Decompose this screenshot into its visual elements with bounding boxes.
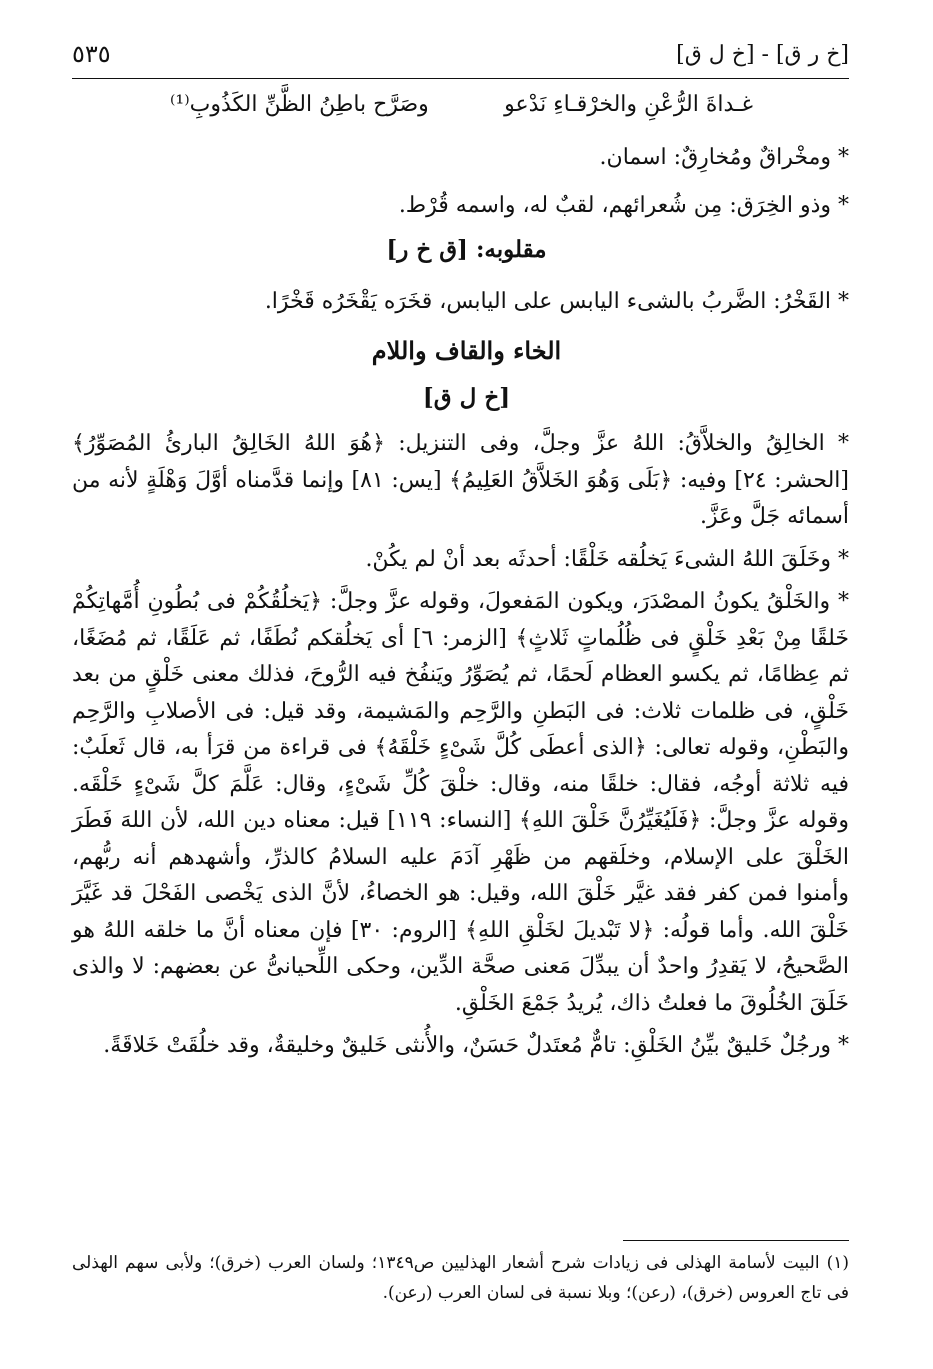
- verse-first-hemistich: غـداةَ الرُّعْنِ والخرْقـاءِ نَدْعو: [504, 92, 753, 117]
- entry-paragraph: * الخالِقُ والخلاَّقُ: اللهُ عزَّ وجلَّ، وفى التنزيل: ﴿هُوَ اللهُ الخَالِقُ البارئُ المُصَوِّرُ﴾ [الحشر: ٢٤] وفيه: ﴿بَلَى وَهُوَ الخَلاَّقُ العَلِيمُ﴾ [يس: ٨١] وإنما قدَّمناه أوَّلَ وَهْلَةٍ لأنه من أسمائه جَلَّ وعَزَّ.: [72, 431, 849, 529]
- verse-second-hemistich: وصَرَّح باطِنُ الظَّنِّ الكَذُوبِ⁽¹⁾: [170, 92, 429, 117]
- main-text: [72, 426, 849, 1071]
- root-heading: [خ ل ق]: [422, 384, 511, 411]
- entry-mikhraq: * ومخْراقٌ ومُخارِقٌ: اسمان.: [599, 145, 849, 170]
- page-header: [72, 38, 849, 79]
- entry-paragraph: * والخَلْقُ يكونُ المصْدَرَ، ويكون المَفعولَ، وقوله عزَّ وجلَّ: ﴿يَخلُقُكُمْ فى بُطُونِ أُمَّهاتِكُمْ خَلقًا مِنْ بَعْدِ خَلْقٍ فى ظُلُماتٍ ثَلاثٍ﴾ [الزمر: ٦] أى يَخلُقكم نُطَفًا، ثم عَلَقًا، ثم مُضَغًا، ثم عِظامًا، ثم يكسو العظام لَحمًا، ثم يُصَوِّرُ ويَنفُخ فيه الرُّوحَ، فذلك معنى خَلْقٍ من بعد خَلْقٍ، فى ظلمات ثلاث: فى البَطنِ والرَّحِم والمَشيمة، وقد قيل: فى الأصلابِ والرَّحِم والبَطْنِ، وقوله تعالى: ﴿الذى أعطَى كُلَّ شَىْءٍ خَلْقَهُ﴾ فى قراءة من قرَأ به، قال ثَعلَبٌ: فيه ثلاثة أوجُه، فقال: خلقًا منه، وقال: خلْقَ كُلِّ شَىْءٍ، وقال: عَلَّمَ كلَّ شَىْءٍ خَلْقَه. وقوله عزَّ وجلَّ: ﴿فَلَيُغَيِّرُنَّ خَلْقَ اللهِ﴾ [النساء: ١١٩] قيل: معناه دين الله، لأن اللهَ فَطَرَ الخَلْقَ على الإسلام، وخلَقهم من ظَهْرِ آدَمَ عليه السلامُ كالذرِّ، وأشهدهم أنه ربُّهم، وأمنوا فمن كفر فقد غيَّر خَلْقَ الله، وقيل: هو الخصاءُ، لأنَّ الذى يَخْصى الفَحْلَ قد غَيَّرَ خَلْقَ الله. وأما قولُه: ﴿لا تَبْديلَ لخَلْقِ اللهِ﴾ [الروم: ٣٠] فإن معناه أنَّ ما خلقه اللهُ هو الصَّحيحُ، لا يَقدِرُ واحدٌ أن يبدِّلَ مَعنى صحَّة الدِّين، وحكى اللِّحيانىُّ عن بعضهم: لا والذى خَلَقَ الخُلُوقَ ما فعلتُ ذاك، يُريدُ جَمْعَ الخَلْقِ.: [72, 589, 849, 1016]
- footnote: (١) البيت لأسامة الهذلى فى زيادات شرح أشعار الهذليين ص١٣٤٩؛ ولسان العرب (خرق)؛ ولأبى سهم الهذلى فى تاج العروس (خرق)، (رعن)؛ وبلا نسبة فى لسان العرب (رعن).: [72, 1253, 850, 1303]
- entry-paragraph: * وخَلَقَ اللهُ الشىءَ يَخلُقه خَلْقًا: أحدثَه بعد أنْ لم يكُنْ.: [365, 546, 849, 572]
- footnote-divider: [623, 1240, 849, 1241]
- poetry-verse: [170, 92, 753, 117]
- maqlub-heading: مقلوبه: [ق خ ر]: [386, 236, 547, 263]
- chapter-heading: الخاء والقاف واللام: [371, 336, 562, 365]
- section-roots: [خ ر ق] - [خ ل ق]: [676, 42, 849, 67]
- entry-paragraph: * ورجُلٌ خَليقٌ بيِّنُ الخَلْقِ: تامٌّ مُعتَدلٌ حَسَنٌ، والأُنثى خَليقٌ وخليقةٌ، وقد خلُقَتْ خَلاقَةً.: [103, 1033, 849, 1058]
- entry-dhul-khiraq: * وذو الخِرَق: مِن شُعرائهم، لقبٌ له، واسمه قُرْط.: [398, 193, 849, 218]
- page-number: ٥٣٥: [72, 40, 111, 68]
- entry-qakhr: * القَخْرُ: الضَّربُ بالشىء اليابس على اليابس، قخَرَه يَقْخَرُه قَخْرًا.: [264, 289, 849, 314]
